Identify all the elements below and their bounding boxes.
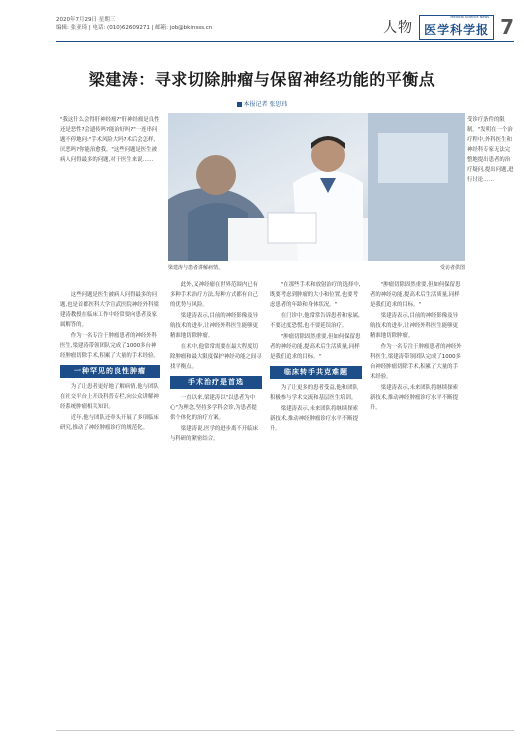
caption-text: 梁建涛与患者讲解病情。 <box>168 265 224 271</box>
text-column-4 <box>370 280 462 720</box>
header-meta <box>56 16 212 32</box>
column-logo <box>419 15 494 40</box>
text-column-2 <box>170 280 262 720</box>
byline-square-icon <box>237 102 242 107</box>
byline: 本报记者 张思玮 <box>0 99 524 108</box>
paragraph: 在门诊中,他常常告诉患者和家属,不要过度恐慌,也不要延误治疗。 <box>270 313 360 329</box>
lead-paragraph: "我这什么会得肝神经瘤?"肝神经瘤是良性还是恶性?会遗传吗?能治好吗?"一连串问题不停地问:"手术风险大吗?术后会怎样,厌恶吗?你能治愈我。"这些问题是医生被病人问得最多的问题,对于医生来说…… <box>60 117 160 163</box>
editor-line: 编辑: 张亚琦 | 电话: (010)62609271 | 邮箱: job@bkinsss.cn <box>56 25 213 31</box>
page-number: 7 <box>500 15 514 39</box>
paragraph: 梁建涛表示,目前的神经影像及导航技术的进步,让神经外科医生能够更精准地切除肿瘤。 <box>170 313 258 339</box>
paragraph: 此外,叉神经瘤在世界范围内已有多种手术治疗方法,每种方式都有自己的优势与风险。 <box>170 282 258 308</box>
paragraph: 作为一名专注于肿瘤患者的神经外科医生,梁建涛带领团队完成了1000多台神经肿瘤切除手术,积累了大量的手术经验。 <box>60 333 159 359</box>
section-name: 人物 <box>383 20 414 36</box>
footer-rule <box>56 730 514 731</box>
paragraph: 梁建涛表示,未来团队将继续探索新技术,推动神经肿瘤诊疗水平不断提升。 <box>370 385 458 411</box>
header-masthead <box>383 16 514 38</box>
paragraph: 近年,他与团队还牵头开展了多项临床研究,推动了神经肿瘤诊疗的规范化。 <box>60 415 159 431</box>
paragraph: 在术中,他常常需要在最大程度切除肿瘤和最大限度保护神经功能之间寻找平衡点。 <box>170 344 262 370</box>
column-name-en: Medical Science News <box>450 14 490 19</box>
paragraph: 一直以来,梁建涛以"以患者为中心"为理念,坚持多学科会诊,为患者提供个体化的治疗方案。 <box>170 395 257 421</box>
paragraph: 为了让更多的患者受益,他和团队积极参与学术交流和基层医生培训。 <box>270 385 358 401</box>
column-name-cn: 医学科学报 <box>424 22 490 37</box>
subhead-surgery-first: 手术治疗是首选 <box>170 376 262 389</box>
text-column-1 <box>60 290 160 720</box>
subhead-clinical-cooperation: 临床转手共克难题 <box>270 366 362 379</box>
subhead-benign-tumor: 一种罕见的良性肿瘤 <box>60 365 160 378</box>
editor-email[interactable]: job@bkinsss.cn <box>169 25 213 31</box>
article-photo <box>168 113 465 261</box>
paragraph: 为了让患者更好地了解病情,他与团队在社交平台上开设科普专栏,向公众讲解神经系统肿瘤相关知识。 <box>60 384 159 410</box>
paragraph: "肿瘤切除固然重要,但如何保留患者的神经功能,提高术后生活质量,同样是我们追求的目标。" <box>370 282 461 308</box>
paragraph: 这些问题是医生被病人问得最多的问题,也是首都医科大学宣武医院神经外科梁建涛教授在临床工作中经常要向患者及家属解答的。 <box>60 292 159 328</box>
photo-caption <box>168 264 465 271</box>
header-rule <box>56 41 514 42</box>
paragraph: 梁建涛表示,未来团队将继续探索新技术,推动神经肿瘤诊疗水平不断提升。 <box>270 406 358 432</box>
text-column-3 <box>270 280 362 720</box>
paragraph: 梁建涛说,医学的进步离不开临床与科研的紧密结合。 <box>170 426 258 442</box>
article-title: 梁建涛：寻求切除肿瘤与保留神经功能的平衡点 <box>88 70 436 89</box>
paragraph: "肿瘤切除固然重要,但如何保留患者的神经功能,提高术后生活质量,同样是我们追求的目标。" <box>270 334 361 360</box>
issue-date: 2020年7月29日 星期三 <box>56 17 116 23</box>
paragraph: 梁建涛表示,目前的神经影像及导航技术的进步,让神经外科医生能够更精准地切除肿瘤。 <box>370 313 458 339</box>
paragraph: "在那些手术和放射治疗的选择中,既要考虑到肿瘤的大小和位置,也要考虑患者的年龄和身体状况。" <box>270 282 361 308</box>
right-column-text: 受诊疗条件的限制。"发明在一个治疗程中,外科医生和神经科专家无法完整地提出患者的治疗疑问,提出问题,进行讨论…… <box>467 117 514 183</box>
photo-credit: 受访者供图 <box>439 265 465 271</box>
paragraph: 作为一名专注于肿瘤患者的神经外科医生,梁建涛带领团队完成了1000多台神经肿瘤切除手术,积累了大量的手术经验。 <box>370 344 462 380</box>
page-header <box>0 0 524 44</box>
